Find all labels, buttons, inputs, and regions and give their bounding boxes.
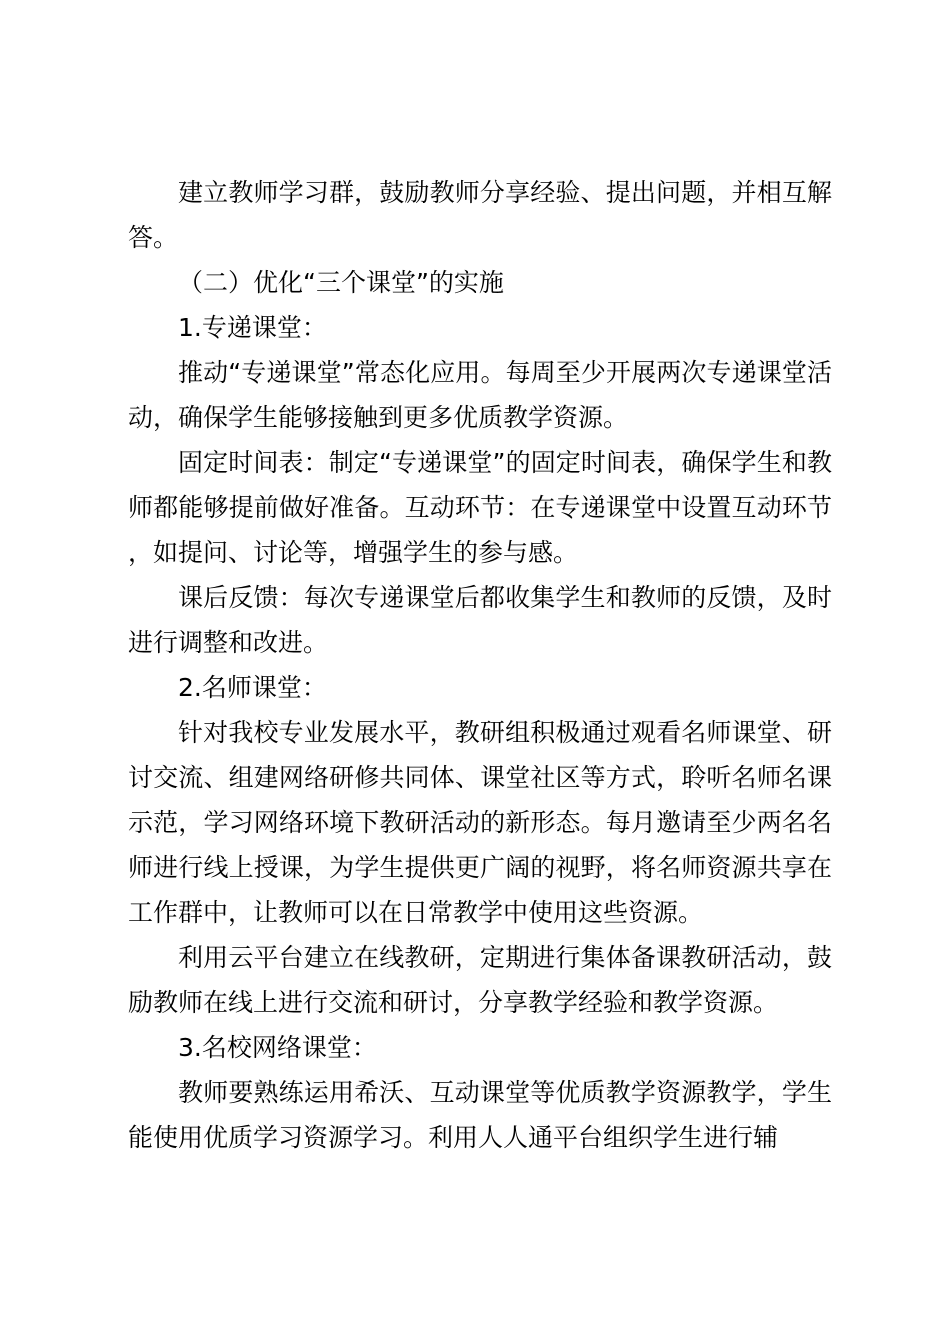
paragraph-teacher-study-group: 建立教师学习群，鼓励教师分享经验、提出问题，并相互解答。 (128, 178, 832, 252)
paragraph-remote-classroom-usage: 推动“专递课堂”常态化应用。每周至少开展两次专递课堂活动，确保学生能够接触到更多优质教学资源。 (128, 358, 832, 432)
paragraph-fixed-schedule: 固定时间表：制定“专递课堂”的固定时间表，确保学生和教师都能够提前做好准备。互动环节：在专递课堂中设置互动环节，如提问、讨论等，增强学生的参与感。 (128, 448, 832, 567)
section-heading-three-classrooms: （二）优化“三个课堂”的实施 (178, 268, 504, 297)
document-body (128, 170, 832, 1160)
subheading-remote-classroom: 1.专递课堂： (178, 313, 327, 342)
paragraph-after-class-feedback: 课后反馈：每次专递课堂后都收集学生和教师的反馈，及时进行调整和改进。 (128, 583, 832, 657)
paragraph-famous-school-network-classroom: 教师要熟练运用希沃、互动课堂等优质教学资源教学，学生能使用优质学习资源学习。利用人人通平台组织学生进行辅 (128, 1078, 832, 1152)
paragraph-cloud-platform: 利用云平台建立在线教研，定期进行集体备课教研活动，鼓励教师在线上进行交流和研讨，分享教学经验和教学资源。 (128, 943, 832, 1017)
subheading-master-teacher-classroom: 2.名师课堂： (178, 673, 327, 702)
paragraph-master-teacher-classroom: 针对我校专业发展水平，教研组积极通过观看名师课堂、研讨交流、组建网络研修共同体、课堂社区等方式，聆听名师名课示范，学习网络环境下教研活动的新形态。每月邀请至少两名名师进行线上授课，为学生提供更广阔的视野，将名师资源共享在工作群中，让教师可以在日常教学中使用这些资源。 (128, 718, 832, 927)
subheading-famous-school-network-classroom: 3.名校网络课堂： (178, 1033, 377, 1062)
